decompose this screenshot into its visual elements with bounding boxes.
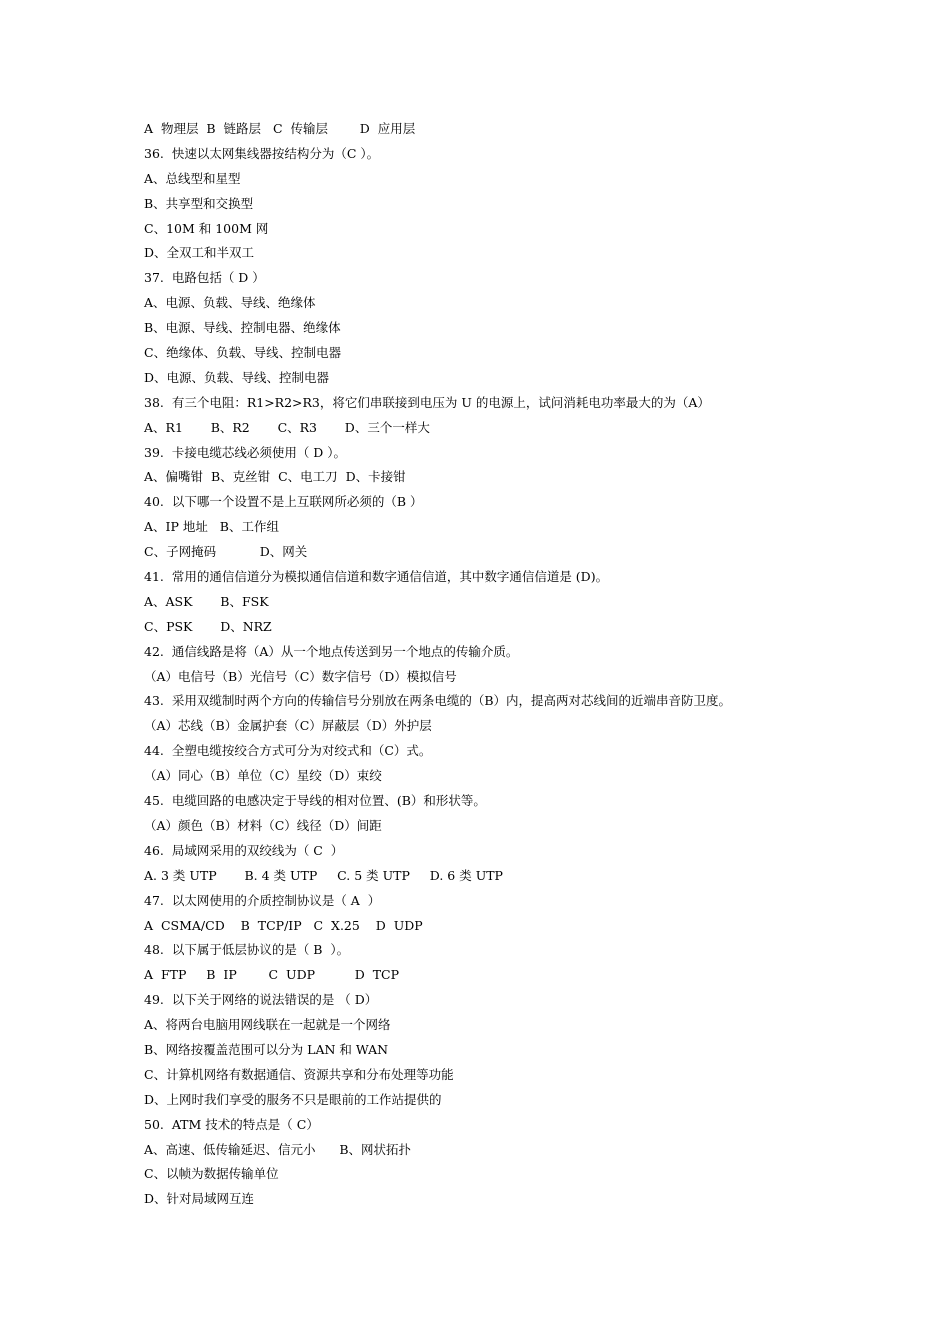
- question-37: 37. 电路包括（ D ）: [144, 270, 265, 286]
- option-line: D、针对局域网互连: [144, 1191, 255, 1207]
- option-line: A. 3 类 UTP B. 4 类 UTP C. 5 类 UTP D. 6 类 UTP: [144, 867, 503, 883]
- option-line: A、总线型和星型: [144, 170, 241, 186]
- option-line: B、共享型和交换型: [144, 195, 254, 211]
- option-line: （A）电信号（B）光信号（C）数字信号（D）模拟信号: [144, 668, 457, 684]
- question-41: 41. 常用的通信信道分为模拟通信信道和数字通信信道，其中数字通信信道是 (D)。: [144, 569, 609, 585]
- option-line: D、电源、负载、导线、控制电器: [144, 369, 330, 385]
- option-line: B、网络按覆盖范围可以分为 LAN 和 WAN: [144, 1041, 389, 1057]
- option-line: D、全双工和半双工: [144, 245, 255, 261]
- question-36: 36. 快速以太网集线器按结构分为（C ）。: [144, 145, 380, 161]
- document-body: [144, 117, 924, 1212]
- option-line: A、IP 地址 B、工作组: [144, 519, 279, 535]
- option-line: A、偏嘴钳 B、克丝钳 C、电工刀 D、卡接钳: [144, 469, 406, 485]
- option-line: C、以帧为数据传输单位: [144, 1166, 279, 1182]
- question-47: 47. 以太网使用的介质控制协议是（ A ）: [144, 892, 381, 908]
- option-line: A、将两台电脑用网线联在一起就是一个网络: [144, 1017, 391, 1033]
- option-line: A CSMA/CD B TCP/IP C X.25 D UDP: [144, 917, 423, 933]
- option-line: A、高速、低传输延迟、信元小 B、网状拓扑: [144, 1141, 412, 1157]
- question-44: 44. 全塑电缆按绞合方式可分为对绞式和（C）式。: [144, 743, 432, 759]
- option-line: C、绝缘体、负载、导线、控制电器: [144, 345, 342, 361]
- question-50: 50. ATM 技术的特点是（ C）: [144, 1116, 319, 1132]
- option-line: （A）同心（B）单位（C）星绞（D）束绞: [144, 768, 382, 784]
- option-line: A、ASK B、FSK: [144, 593, 269, 609]
- question-48: 48. 以下属于低层协议的是（ B ）。: [144, 942, 350, 958]
- option-line: D、上网时我们享受的服务不只是眼前的工作站提供的: [144, 1091, 442, 1107]
- question-43: 43. 采用双缆制时两个方向的传输信号分别放在两条电缆的（B）内，提高两对芯线间的近端串音防卫度。: [144, 693, 732, 709]
- question-42: 42. 通信线路是将（A）从一个地点传送到另一个地点的传输介质。: [144, 643, 519, 659]
- question-49: 49. 以下关于网络的说法错误的是 （ D）: [144, 992, 378, 1008]
- question-45: 45. 电缆回路的电感决定于导线的相对位置、(B）和形状等。: [144, 793, 486, 809]
- question-40: 40. 以下哪一个设置不是上互联网所必须的（B ）: [144, 494, 423, 510]
- question-38: 38. 有三个电阻：R1>R2>R3，将它们串联接到电压为 U 的电源上，试问消耗电功率最大的为（A）: [144, 394, 710, 410]
- question-46: 46. 局域网采用的双绞线为（ C ）: [144, 842, 344, 858]
- option-line: A、电源、负载、导线、绝缘体: [144, 295, 316, 311]
- option-line: C、10M 和 100M 网: [144, 220, 269, 236]
- option-line: C、子网掩码 D、网关: [144, 544, 308, 560]
- option-line: A、R1 B、R2 C、R3 D、三个一样大: [144, 419, 430, 435]
- question-39: 39. 卡接电缆芯线必须使用（ D ）。: [144, 444, 347, 460]
- option-line: （A）芯线（B）金属护套（C）屏蔽层（D）外护层: [144, 718, 432, 734]
- option-line: C、PSK D、NRZ: [144, 618, 272, 634]
- option-line: C、计算机网络有数据通信、资源共享和分布处理等功能: [144, 1066, 454, 1082]
- option-line: B、电源、导线、控制电器、绝缘体: [144, 320, 341, 336]
- option-line: A 物理层 B 链路层 C 传输层 D 应用层: [144, 121, 416, 136]
- option-line: A FTP B IP C UDP D TCP: [144, 967, 400, 983]
- option-line: （A）颜色（B）材料（C）线径（D）间距: [144, 817, 382, 833]
